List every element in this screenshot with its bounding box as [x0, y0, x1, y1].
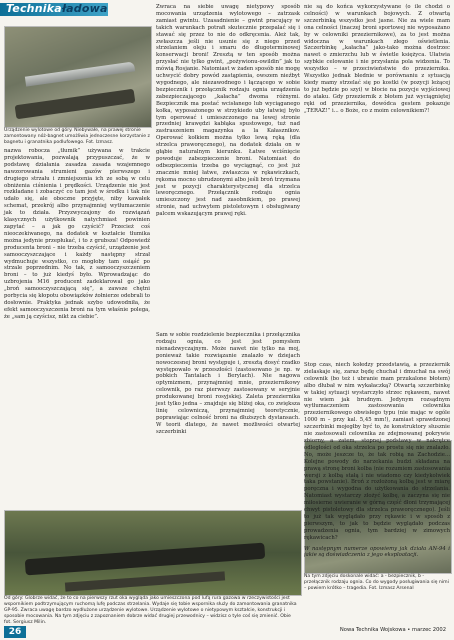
article-column-2: Zwraca na siebie uwagę nietypowy sposób mocowania urządzenia wylotowego – zatrzask zamiast gwintu. Uzasadnienie – gwint pracujący w takich warunkach potrafi skutecznie przepalać się i stawać się przez to nie do odkręcenia. Ależ tak, zwłaszcza jeśli nie usunie się z niego przed strzelaniem oleju i smaru do długoterminowej konserwacji broni! Zresztą w ten sposób można przysłać nie tylko gwint, „pożywionu-owildin” jak to mówią Rosjanie. Natomiast w żaden sposób nie mogę uchwycić dobry powód zastąpienia, owszem nieźbyt wygodnego, ale niezawodnego i łączącego w sobie bezpiecznik i przełącznik rodzaju ognia urządzenia zabezpieczającego „kałacha” dwoma różnymi. Bezpiecznik ma postać wcisłanego lub wyciąganego kołka, wyposażonego w strzykiedo uby łatwiej było tym operować i umieszczonego na lewej stronie przedniej krawędzi kabłąka spustowego, tuż nad zastraszeniem magazynka a la Kałasznikov. Operować kołkiem można tylko lewą ręką (dla strzelca praworęcznego), na dodatek działa on w głąbie naturalnym kierunku. Łatwe wciśnięcie powoduje zabezpieczenie broni. Natomiast do odbezpieczenia trzeba go wyciągnąć, co jest już znacznie mniej łatwe, zwłaszcza w rękawiczkach, rękoma mocno ubrudzonymi albo jeśli broń trzymana jest w pozycji charakterystycznej dla strzelca leworęcznego. Przełącznik rodzaju ognia umieszczony jest nad zasobnikiem, po prawej stronie, nad uchwytem pistoletowym i obsługiwany palcem wskazującym prawej ręki. [156, 4, 300, 218]
photo-caption-bottom: Od góry: Globrze widać, że to co na pierwszy rzut oka wygląda jako umieszczona pod lufą rura gazowa w rzeczywistości jest wspornikiem podtrzymującym ruchomą lufę podczas strzelania. Wydaje się tobie wspornika służy do zamontowania granatnika GP-95. Zwraca uwagę bardzo wydłużone urządzenie wylotowe. Urządzenie wylotowe o nietypowym kształcie, konstrukcji i sposobie mocowania. Na tym zdjęciu z zapoznaniem dobrze widać drugiej przewodnicy – widzisz o tyle coś się zmienić. Obie fot. Sergiusz Milin. [4, 596, 297, 626]
article-column-3: nie są do końca wykorzystywane (o ile chodzi o celności) w warunkach bojowych. Z otwartą szczerbinką wszystko jest jasne. Nie za wiele mam ona celności (inaczej broni sportowej nie wyposażano by w celowniki przeziernikowe), za to jest można widoczna w warunkach złego oświetlenia. Szczerbinkę „kałacha” jako-tako można dostrzec nawet o zmierzchu lub w świetle księżyca. Ułatwia szybkie celowanie i nie przysłania pola widzenia. To wszystko – w przeciwieństwie do przeziernika. Wszystko jednak blednie w porównaniu z sytuacją kiedy mamy strzelać się po kostki (w pozycji leżącej to już będzie po szyi) w błocie na pozycje wyjściowej do ataku. Gdy przeziernik z błotem już wyciągniętej ręki od przeziernika, dowódca gestem pokazuje „TERAZ!” i... o Boże, co z moim celownikiem?! [304, 4, 450, 114]
article-column-3b: Stop czas, niech kołedzy przedstawią, a przeziernik zielaskaje się, zaraz będę chuchał i dmuchał na swój celownik (bo też i ubranie mam przukalone błotem) albo dłubał w nim wykałaczką? Otwartą szczerbinkę w takiej sytuacji wystarczyło strzec rękawem, nawet nie wiem jak brudnym. Jedynym rozsądnym wytłumaczeniem zastosowania celownika przeziernikowego obwisłego typu (nie mając w ogóle 1000 m – przy kal. 5,45 mm!), zamiast sprawdzonej szczerbinki mojegłby być to, że konstruktory słusznie nie zastosowali celownika ze zdejmowanej pokrywie zbiorny, a zatem, stopnej podstawy w nakrętce odległości od oka strzelca po prostu się nie znalazło. No, może jeszcze to, że tak robią na Zachodzie... Kolejne powody do narzekania budzi składana na prawą stronę broni kolba (nie rozumiem zastosowania wersji z kolbą stałą i nie wiadomo czy kiedykolwiek taka powstanie). Broń z rozłożoną kolbą jest w miarę poręczna i wygodna do użytkowania do strzelania. Natomiast wystarczy złożyć kolbę, a zaczyna się nie miłosierne uwieranie w górną część dłoni trzymającej chwyt pistoletowy dla strzelca praworęcznego). Jeśli to już tak wyglądało przy rękawic i w sposób z pierwszym, to jak to będzie wyglądało podczas prowadzenia ognia, tym bardziej w zimowych rękawicach? W następnym numerze opowiemy jak działa AN-94 i jakie są doświadczenia z jego eksploatacji. [304, 362, 450, 559]
magazine-issue: Nowa Technika Wojskowa • marzec 2002 [339, 627, 446, 633]
bayonet-handle [15, 89, 136, 120]
page-number: 26 [4, 626, 26, 638]
photo-caption-right: Na tym zdjęciu doskonale widać: a - bezpiecznik, b - przełącznik rodzaju ognia. Co do wygody posługiwania się nimi – powiem krótko – tragedia. Fot. Izmasz Arsenal [304, 574, 449, 592]
section-title: Technikaładowa [6, 2, 108, 15]
rifle-stock [65, 571, 225, 591]
bayonet-blade [25, 61, 135, 86]
rifle-barrel [25, 543, 266, 576]
muzzle-device-photo [4, 26, 152, 128]
article-column-1: nazwa robocza „tłumik” używana w trakcie projektowania, pozwalają przypuszczać, że w podstawę działania zasadza zasada wzajemnego nawzorowania strumieni gazów pierwszego i drugiego strzału i zmniejszenia ich ze sobą w celu obniżenia ciśnienia i prędkości. Urządzenie nie jest rozkładane i zobaczyć co tam jest w środku i tak nie udało się, ale oboczne przyjęte, niby kawałek schemat, przekrój albo przynajmniej wytłumaczenie jak to działa. Przyzwyczajony do rozwiązań klasycznych użytkownik natychmiast powinien zapytać – a jak go czyścić? Przecież coś nieoczekiwanego, na dodatek w kształcie tłumika można jedynie przepłukać, i to z grubsza! Odpowiedź producenta broni – nie trzeba czyścić, urządzenie jest samooczyszczające i każdy następny strzał wydmuchuje wszystko, co mogłoby tam osiąść po strzale poprzednim. No tak, z samooczyszczeniem broni – to już kiedyś było. Wprowadzając do uzbrojenia M16 producent zadeklarował go jako „broń samooczyszczającą się”, a zawsze chętni porbycia się kłopotu obowiązków żołnierze odebrali to dosłownie. Praktyka jednak szybo udowodniła, że efekt samooczyszczenia broni na tym właśnie polega, że „sam ją czyścisz, nikt za ciebie”. [4, 148, 150, 320]
article-column-2b: Sam w sobie rozdzielenie bezpiecznika i przełącznika rodzaju ognia, co jest jest pomysłem nienadzwyczajnym. Może nawet nie tylko na moj, ponieważ takie rozwiązanie znalazło w dziejach nowoczesnej broni występuje i, zresztą dosyć rzadko występowało w przeszłości (zastosowano je np. w pobkich Tantalach i Berylach). Nie nagowa optymizmem, przynajmniej mnie, przeziernikowy celownik, po raz pierwszy zastosowany w seryjnie produkowanej broni rosyjskiej. Zaleta przeziernika jest tylko jedna – znajduje się bliżej oka, co zwiększa linię celowniczą, przynajmniej teoretycznie, poprawiając celność broni na dłuższych dystansach. W teorii dlatego, że nawet możliwości otwartej szczerbinki [156, 332, 300, 435]
page-footer [0, 624, 454, 640]
closing-note: W następnym numerze opowiemy jak działa AN-94 i jakie są doświadczenia z jego eksploatacji. [304, 545, 450, 559]
rifle-photo [4, 510, 302, 596]
photo-caption-top: Urządzenie wylotowe od góry. Niebywałe, na prawej stronie zamontowany nóż-bagnet umożliwia jednoczesne korzystanie z bagnetu i granatnika podlufowego. Fot. Izmasz. [4, 128, 150, 146]
